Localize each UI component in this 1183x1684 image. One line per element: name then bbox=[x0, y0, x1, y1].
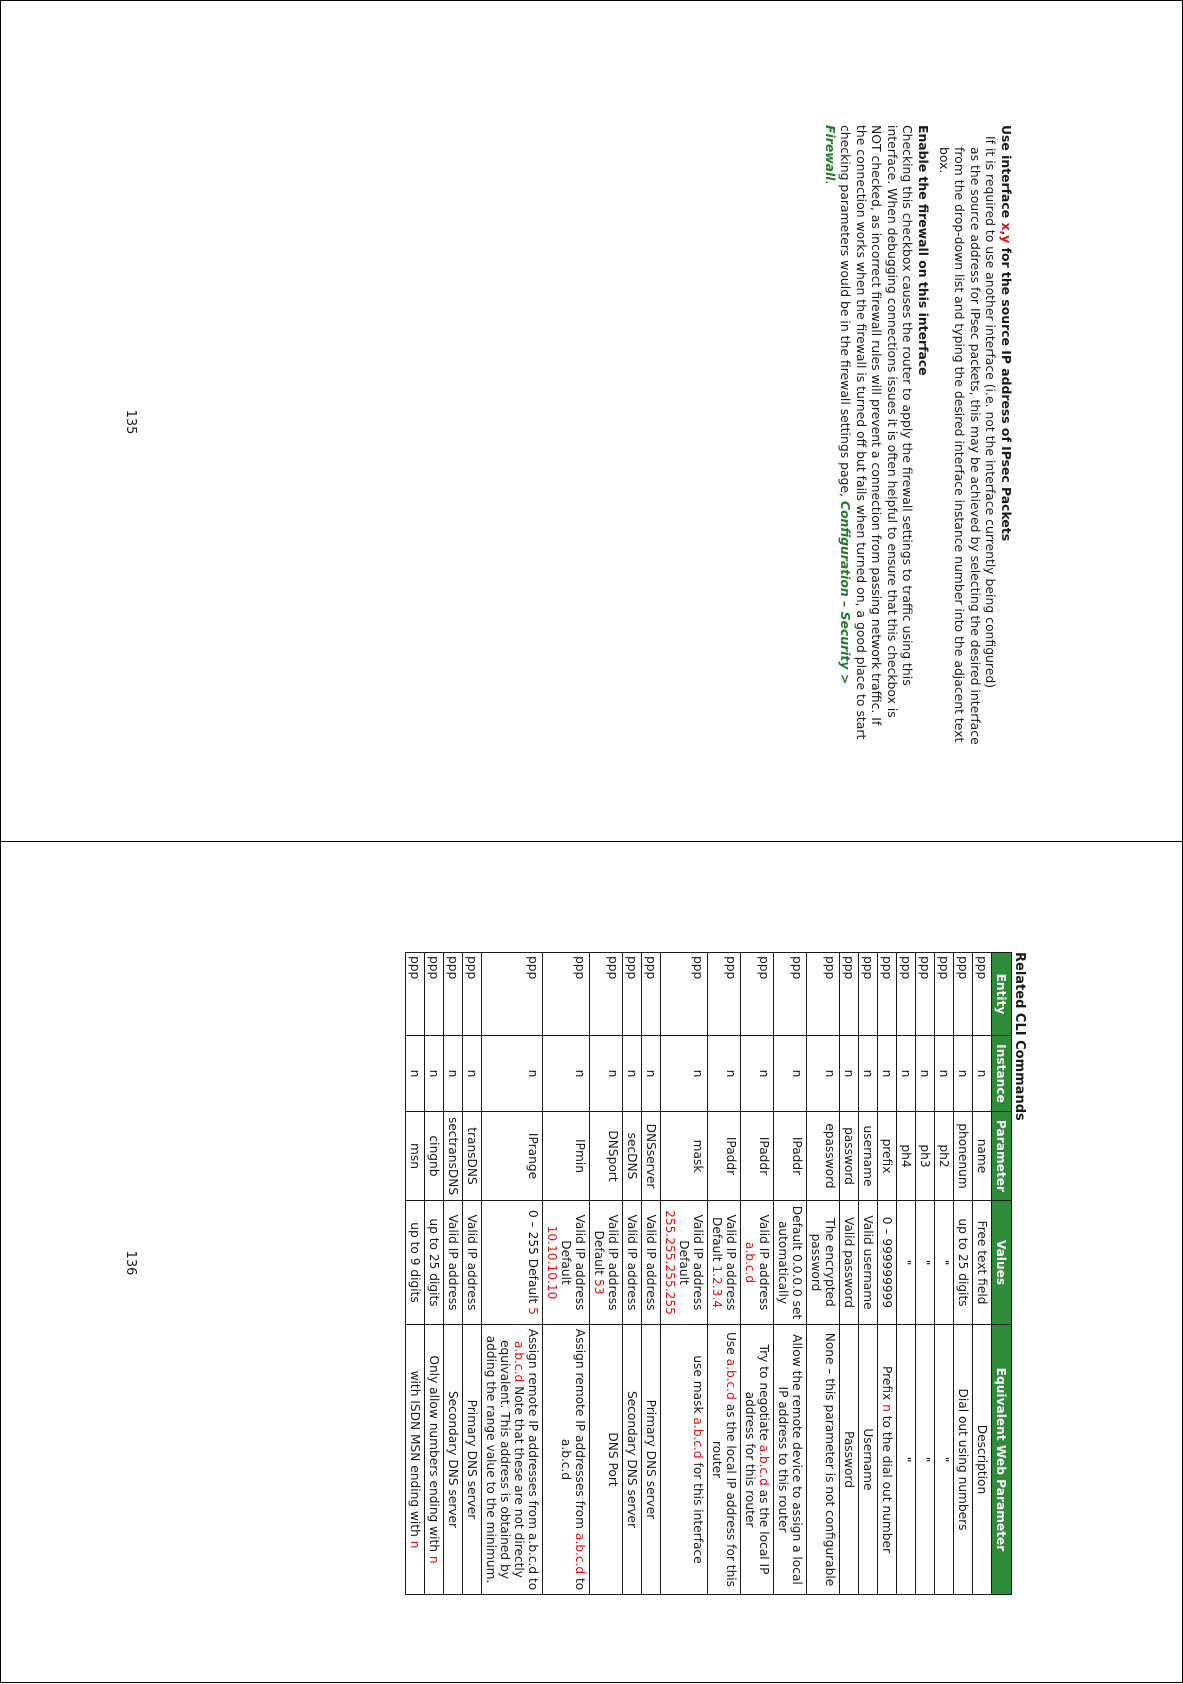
text-segment: Primary DNS server bbox=[465, 1399, 479, 1520]
table-row bbox=[708, 953, 741, 1595]
text-segment: to the dial out number bbox=[880, 1411, 894, 1553]
cell-entity: ppp bbox=[897, 953, 916, 1036]
text-segment: to a.b.c.d bbox=[559, 1438, 587, 1591]
text-segment: up to 25 digits bbox=[956, 1218, 970, 1307]
cell-instance: n bbox=[642, 1036, 661, 1112]
cli-commands-heading: Related CLI Commands bbox=[1012, 952, 1027, 1121]
cell-values bbox=[840, 1201, 859, 1325]
cell-entity: ppp bbox=[623, 953, 642, 1036]
cell-entity: ppp bbox=[935, 953, 954, 1036]
cell-values bbox=[935, 1201, 954, 1325]
cell-entity: ppp bbox=[973, 953, 992, 1036]
table-row bbox=[897, 953, 916, 1595]
highlight-value: 5 bbox=[526, 1307, 540, 1315]
cell-entity: ppp bbox=[840, 953, 859, 1036]
text-segment: 0 – 255 Default bbox=[526, 1210, 540, 1308]
highlight-value: a.b.c.d bbox=[691, 1417, 705, 1459]
cell-values bbox=[406, 1201, 425, 1325]
text-segment: " bbox=[899, 1259, 913, 1266]
cell-values bbox=[897, 1201, 916, 1325]
section-title: Enable the firewall on this interface bbox=[916, 125, 931, 376]
cell-web-parameter bbox=[878, 1325, 897, 1595]
cell-values bbox=[741, 1201, 774, 1325]
highlight-value: a.b.c.d bbox=[743, 1241, 757, 1284]
header-web-parameter: Equivalent Web Parameter bbox=[992, 1325, 1012, 1595]
cell-web-parameter bbox=[661, 1325, 708, 1595]
page-136-content bbox=[1, 842, 1183, 1684]
highlight-value: n bbox=[408, 1540, 422, 1549]
cell-values bbox=[859, 1201, 878, 1325]
table-row bbox=[954, 953, 973, 1595]
cell-web-parameter bbox=[444, 1325, 463, 1595]
table-row bbox=[642, 953, 661, 1595]
cell-parameter: IPaddr bbox=[708, 1112, 741, 1201]
cell-instance: n bbox=[482, 1036, 543, 1112]
cell-instance: n bbox=[774, 1036, 807, 1112]
cell-instance: n bbox=[878, 1036, 897, 1112]
cell-web-parameter bbox=[954, 1325, 973, 1595]
text-segment: Valid IP address Default bbox=[592, 1214, 620, 1311]
cell-values bbox=[543, 1201, 590, 1325]
highlight-value: 1.2.3.4 bbox=[710, 1265, 724, 1309]
cell-entity: ppp bbox=[954, 953, 973, 1036]
text-segment: up to 25 digits bbox=[427, 1218, 441, 1307]
text-segment: Secondary DNS server bbox=[446, 1390, 460, 1529]
table-row bbox=[623, 953, 642, 1595]
cell-instance: n bbox=[807, 1036, 840, 1112]
cell-parameter: epassword bbox=[807, 1112, 840, 1201]
cell-parameter: phonenum bbox=[954, 1112, 973, 1201]
cell-web-parameter bbox=[642, 1325, 661, 1595]
highlight-value: a.b.c.d bbox=[573, 1532, 587, 1575]
cell-values bbox=[708, 1201, 741, 1325]
table-body bbox=[406, 953, 992, 1595]
cell-entity: ppp bbox=[482, 953, 543, 1036]
text-segment: Try to negotiate bbox=[757, 1344, 771, 1445]
highlight-value: 255.255.255.255 bbox=[663, 1210, 677, 1315]
table-row bbox=[973, 953, 992, 1595]
cell-parameter: msn bbox=[406, 1112, 425, 1201]
cell-values bbox=[642, 1201, 661, 1325]
section-source-interface bbox=[937, 125, 1015, 745]
text-segment: Use bbox=[724, 1331, 738, 1359]
cell-web-parameter bbox=[973, 1325, 992, 1595]
cell-web-parameter bbox=[897, 1325, 916, 1595]
cell-web-parameter bbox=[774, 1325, 807, 1595]
cell-values bbox=[661, 1201, 708, 1325]
text-segment: " bbox=[899, 1456, 913, 1463]
cell-entity: ppp bbox=[878, 953, 897, 1036]
cell-values bbox=[774, 1201, 807, 1325]
text-segment: Valid IP address bbox=[757, 1214, 771, 1311]
text-segment: Valid password bbox=[842, 1216, 856, 1309]
table-row bbox=[482, 953, 543, 1595]
text-segment: DNS Port bbox=[606, 1432, 620, 1487]
cell-instance: n bbox=[463, 1036, 482, 1112]
cell-web-parameter bbox=[840, 1325, 859, 1595]
cell-parameter: ph4 bbox=[897, 1112, 916, 1201]
cell-instance: n bbox=[973, 1036, 992, 1112]
table-row bbox=[661, 953, 708, 1595]
cell-entity: ppp bbox=[590, 953, 623, 1036]
section-title: Use interface x,y for the source IP address of IPsec Packets bbox=[999, 125, 1014, 542]
table-row bbox=[590, 953, 623, 1595]
header-entity: Entity bbox=[992, 953, 1012, 1036]
highlight-value: n bbox=[427, 1555, 441, 1564]
text-segment: Only allow numbers ending with bbox=[427, 1355, 441, 1556]
text-segment: as the local IP address for this router bbox=[710, 1399, 738, 1588]
table-row bbox=[916, 953, 935, 1595]
cell-web-parameter bbox=[935, 1325, 954, 1595]
section-body: If it is required to use another interface (i.e. not the interface currently being configured) as the source address for IPsec packets, this may be achieved by selecting the desired interface from the drop-down list and typing the desired interface instance number into the adjacent text box. bbox=[937, 136, 999, 745]
text-segment: Username bbox=[861, 1428, 875, 1491]
text-segment: Password bbox=[842, 1431, 856, 1488]
text-segment: Assign remote IP addresses from a.b.c.d to bbox=[526, 1328, 540, 1591]
cell-parameter: cingnb bbox=[425, 1112, 444, 1201]
cell-entity: ppp bbox=[425, 953, 444, 1036]
highlight-value: a.b.c.d bbox=[724, 1358, 738, 1400]
highlight-value: 53 bbox=[592, 1278, 606, 1295]
cell-instance: n bbox=[741, 1036, 774, 1112]
cell-parameter: ph3 bbox=[916, 1112, 935, 1201]
cell-parameter: IPaddr bbox=[774, 1112, 807, 1201]
firewall-config-link[interactable]: Configuration – Security > Firewall bbox=[823, 125, 854, 685]
text-segment: use mask bbox=[691, 1355, 705, 1418]
table-row bbox=[935, 953, 954, 1595]
cell-entity: ppp bbox=[642, 953, 661, 1036]
text-segment: " bbox=[937, 1259, 951, 1266]
text-segment: Dial out using numbers bbox=[956, 1388, 970, 1531]
cell-values bbox=[878, 1201, 897, 1325]
highlight-value: a.b.c.d bbox=[757, 1444, 771, 1486]
cell-instance: n bbox=[543, 1036, 590, 1112]
cell-instance: n bbox=[840, 1036, 859, 1112]
table-header-row bbox=[992, 953, 1012, 1595]
text-segment: " bbox=[918, 1456, 932, 1463]
cell-web-parameter bbox=[708, 1325, 741, 1595]
table-row bbox=[425, 953, 444, 1595]
cell-instance: n bbox=[954, 1036, 973, 1112]
text-segment: Valid IP address bbox=[446, 1214, 460, 1311]
cell-parameter: IPrange bbox=[482, 1112, 543, 1201]
cell-instance: n bbox=[897, 1036, 916, 1112]
cell-parameter: name bbox=[973, 1112, 992, 1201]
table-row bbox=[774, 953, 807, 1595]
page-number: 136 bbox=[123, 1250, 138, 1276]
text-segment: Valid IP address bbox=[625, 1214, 639, 1311]
cell-values bbox=[973, 1201, 992, 1325]
cell-web-parameter bbox=[623, 1325, 642, 1595]
cell-values bbox=[463, 1201, 482, 1325]
cell-parameter: username bbox=[859, 1112, 878, 1201]
header-values: Values bbox=[992, 1201, 1012, 1325]
cell-entity: ppp bbox=[741, 953, 774, 1036]
cell-instance: n bbox=[708, 1036, 741, 1112]
text-segment: " bbox=[937, 1456, 951, 1463]
cell-instance: n bbox=[916, 1036, 935, 1112]
text-segment: None – this parameter is not configurable bbox=[823, 1332, 837, 1587]
header-instance: Instance bbox=[992, 1036, 1012, 1112]
table-row bbox=[807, 953, 840, 1595]
text-segment: " bbox=[918, 1259, 932, 1266]
cell-entity: ppp bbox=[774, 953, 807, 1036]
cell-parameter: DNSport bbox=[590, 1112, 623, 1201]
cell-values bbox=[623, 1201, 642, 1325]
text-segment: Valid IP address bbox=[644, 1214, 658, 1311]
cell-instance: n bbox=[444, 1036, 463, 1112]
cell-entity: ppp bbox=[543, 953, 590, 1036]
cell-values bbox=[916, 1201, 935, 1325]
table-row bbox=[463, 953, 482, 1595]
header-parameter: Parameter bbox=[992, 1112, 1012, 1201]
cell-values bbox=[590, 1201, 623, 1325]
text-segment: 0 – 999999999 bbox=[880, 1216, 894, 1309]
cell-parameter: ph2 bbox=[935, 1112, 954, 1201]
text-segment: Secondary DNS server bbox=[625, 1390, 639, 1529]
text-segment: Valid IP address bbox=[465, 1214, 479, 1311]
text-segment: Valid username bbox=[861, 1215, 875, 1310]
table-row bbox=[859, 953, 878, 1595]
table-row bbox=[840, 953, 859, 1595]
cell-parameter: password bbox=[840, 1112, 859, 1201]
cell-parameter: sectransDNS bbox=[444, 1112, 463, 1201]
text-segment: with ISDN MSN ending with bbox=[408, 1370, 422, 1541]
cell-values bbox=[482, 1201, 543, 1325]
cell-values bbox=[425, 1201, 444, 1325]
page-number: 135 bbox=[123, 409, 138, 435]
cell-parameter: IPmin bbox=[543, 1112, 590, 1201]
text-segment: Free text field bbox=[975, 1220, 989, 1305]
cell-entity: ppp bbox=[859, 953, 878, 1036]
text-segment: Valid IP address Default bbox=[710, 1214, 738, 1311]
text-segment: Prefix bbox=[880, 1366, 894, 1405]
cli-commands-table bbox=[405, 952, 1012, 1595]
table-row bbox=[406, 953, 425, 1595]
cell-entity: ppp bbox=[463, 953, 482, 1036]
cell-parameter: mask bbox=[661, 1112, 708, 1201]
highlight-value: a.b.c.d bbox=[512, 1340, 526, 1383]
page-136 bbox=[0, 841, 1183, 1683]
cell-instance: n bbox=[406, 1036, 425, 1112]
cell-instance: n bbox=[623, 1036, 642, 1112]
cell-entity: ppp bbox=[661, 953, 708, 1036]
text-segment: The encrypted password bbox=[809, 1218, 837, 1307]
cell-parameter: DNSserver bbox=[642, 1112, 661, 1201]
highlight-value: 10.10.10.10 bbox=[545, 1225, 559, 1300]
text-segment: Default 0.0.0.0 set automatically bbox=[776, 1205, 804, 1320]
cell-web-parameter bbox=[807, 1325, 840, 1595]
cell-entity: ppp bbox=[807, 953, 840, 1036]
cell-web-parameter bbox=[859, 1325, 878, 1595]
cell-entity: ppp bbox=[406, 953, 425, 1036]
cell-web-parameter bbox=[916, 1325, 935, 1595]
cell-web-parameter bbox=[425, 1325, 444, 1595]
text-segment: Valid IP address Default bbox=[677, 1214, 705, 1311]
cell-instance: n bbox=[661, 1036, 708, 1112]
cell-web-parameter bbox=[543, 1325, 590, 1595]
cell-web-parameter bbox=[590, 1325, 623, 1595]
page-135-content bbox=[1, 1, 1183, 843]
cell-instance: n bbox=[425, 1036, 444, 1112]
table-row bbox=[741, 953, 774, 1595]
cell-values bbox=[444, 1201, 463, 1325]
cell-parameter: prefix bbox=[878, 1112, 897, 1201]
table-row bbox=[543, 953, 590, 1595]
table-row bbox=[878, 953, 897, 1595]
cell-values bbox=[807, 1201, 840, 1325]
cell-web-parameter bbox=[741, 1325, 774, 1595]
text-segment: Assign remote IP addresses from bbox=[573, 1328, 587, 1533]
cell-web-parameter bbox=[482, 1325, 543, 1595]
cell-parameter: IPaddr bbox=[741, 1112, 774, 1201]
cell-parameter: transDNS bbox=[463, 1112, 482, 1201]
cell-web-parameter bbox=[406, 1325, 425, 1595]
cell-instance: n bbox=[590, 1036, 623, 1112]
highlight-value: n bbox=[880, 1404, 894, 1412]
section-body: Checking this checkbox causes the router to apply the firewall settings to traffic using this interface. When debugging connections issues it is often helpful to ensure that this checkbox is NOT checked, as incorrect firewall rules will prevent a connection from passing network traffic. If the connection works when the firewall is turned off but fails when turned on, a good place to start checking parameters would be in the firewall settings page, Configuration – Security > Firewall. bbox=[823, 125, 916, 740]
table-row bbox=[444, 953, 463, 1595]
cell-parameter: secDNS bbox=[623, 1112, 642, 1201]
text-segment: Primary DNS server bbox=[644, 1399, 658, 1520]
cell-web-parameter bbox=[463, 1325, 482, 1595]
cell-instance: n bbox=[859, 1036, 878, 1112]
cell-entity: ppp bbox=[444, 953, 463, 1036]
text-segment: Allow the remote device to assign a local IP address to this router bbox=[776, 1334, 804, 1585]
cell-entity: ppp bbox=[916, 953, 935, 1036]
text-segment: Valid IP address Default bbox=[559, 1214, 587, 1311]
text-segment: as the local IP address for this router bbox=[743, 1391, 771, 1575]
text-segment: Description bbox=[975, 1424, 989, 1495]
text-segment: Note that these are not directly equivalent. This address is obtained by adding the range value to the minimum. bbox=[484, 1335, 526, 1584]
cell-values bbox=[954, 1201, 973, 1325]
cell-instance: n bbox=[935, 1036, 954, 1112]
text-segment: up to 9 digits bbox=[408, 1222, 422, 1303]
cell-entity: ppp bbox=[708, 953, 741, 1036]
text-segment: for this interface bbox=[691, 1458, 705, 1564]
section-enable-firewall bbox=[823, 125, 932, 745]
